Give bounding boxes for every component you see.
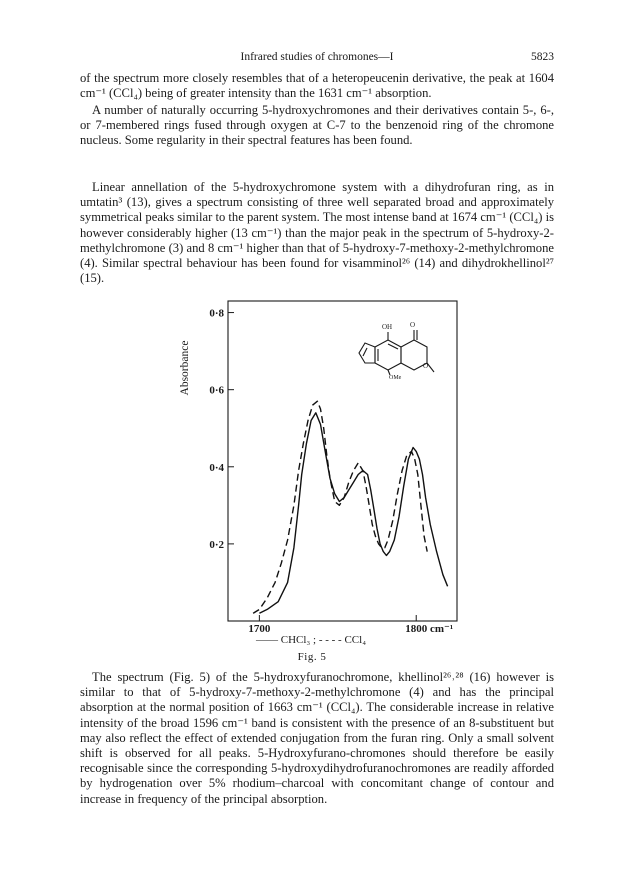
figure-caption: Fig. 5 xyxy=(297,651,327,663)
series-ccl4-line xyxy=(253,401,427,613)
y-axis-label: Absorbance xyxy=(179,340,191,396)
page-number: 5823 xyxy=(531,51,554,63)
o-ring-label: O xyxy=(423,362,429,370)
x-tick-label: 1800 xyxy=(405,623,428,635)
x-tick-label: 1700 xyxy=(248,623,271,635)
paragraph-1: of the spectrum more closely resembles that of a heteropeucenin derivative, the peak at 1604 cm⁻¹ (CCl₄) being of greater intensity than the 1631 cm⁻¹ absorption. xyxy=(80,71,554,101)
paragraph-3: Linear annellation of the 5-hydroxychromone system with a dihydrofuran ring, as in umtatin³ (13), gives a spectrum consisting of three well separated broad and approximately symmetrical peaks similar to the parent system. The most intense band at 1674 cm⁻¹ (CCl₄) is however considerably higher (13 cm⁻¹) than the major peak in the spectrum of 5-hydroxy-2-methylchromone (3) and 8 cm⁻¹ higher than that of 5-hydroxy-7-methoxy-2-methylchromone (4). Similar spectral behaviour has been found for visamminol²⁶ (14) and dihydrokhellinol²⁷ (15). xyxy=(80,180,554,286)
running-title: Infrared studies of chromones—I xyxy=(240,51,394,63)
x-axis xyxy=(248,615,427,635)
legend: —— CHCl₃ ; - - - - CCl₄ xyxy=(256,634,367,646)
khellinol-structure xyxy=(359,330,434,375)
y-tick-label: 0·6 xyxy=(209,384,224,397)
o-carbonyl-label: O xyxy=(410,321,416,329)
page-header xyxy=(80,51,554,67)
series-layer xyxy=(253,401,448,613)
chart-frame xyxy=(228,301,457,621)
ome-label: OMe xyxy=(389,375,402,381)
x-unit-label: cm⁻¹ xyxy=(430,623,454,635)
paragraph-4: The spectrum (Fig. 5) of the 5-hydroxyfuranochromone, khellinol²⁶˒²⁸ (16) however is similar to that of 5-hydroxy-7-methoxy-2-methylchromone (4) and has the principal absorption at the normal position of 1663 cm⁻¹ (CCl₄). The considerable increase in relative intensity of the broad 1596 cm⁻¹ band is consistent with the presence of an 8-substituent but may also reflect the effect of extended conjugation from the furan ring. Only a small solvent shift is observed for all peaks. 5-Hydroxyfurano-chromones should therefore be easily recognisable since the corresponding 5-hydroxydihydrofuranochromones are readily afforded by hydrogenation over 5% rhodium–charcoal with concomitant change of contour and increase in frequency of the principal absorption. xyxy=(80,670,554,806)
y-tick-label: 0·4 xyxy=(209,461,224,474)
paragraph-2: A number of naturally occurring 5-hydroxychromones and their derivatives contain 5-, 6-, or 7-membered rings fused through oxygen at C-7 to the benzenoid ring of the chromone nucleus. Some regularity in their spectral features has been found. xyxy=(80,103,554,148)
y-axis-label-box xyxy=(177,332,193,404)
series-chcl3-line xyxy=(259,413,447,614)
oh-label: OH xyxy=(382,323,393,331)
y-axis xyxy=(209,308,234,551)
y-tick-label: 0·2 xyxy=(209,538,224,551)
y-tick-label: 0·8 xyxy=(209,307,224,320)
